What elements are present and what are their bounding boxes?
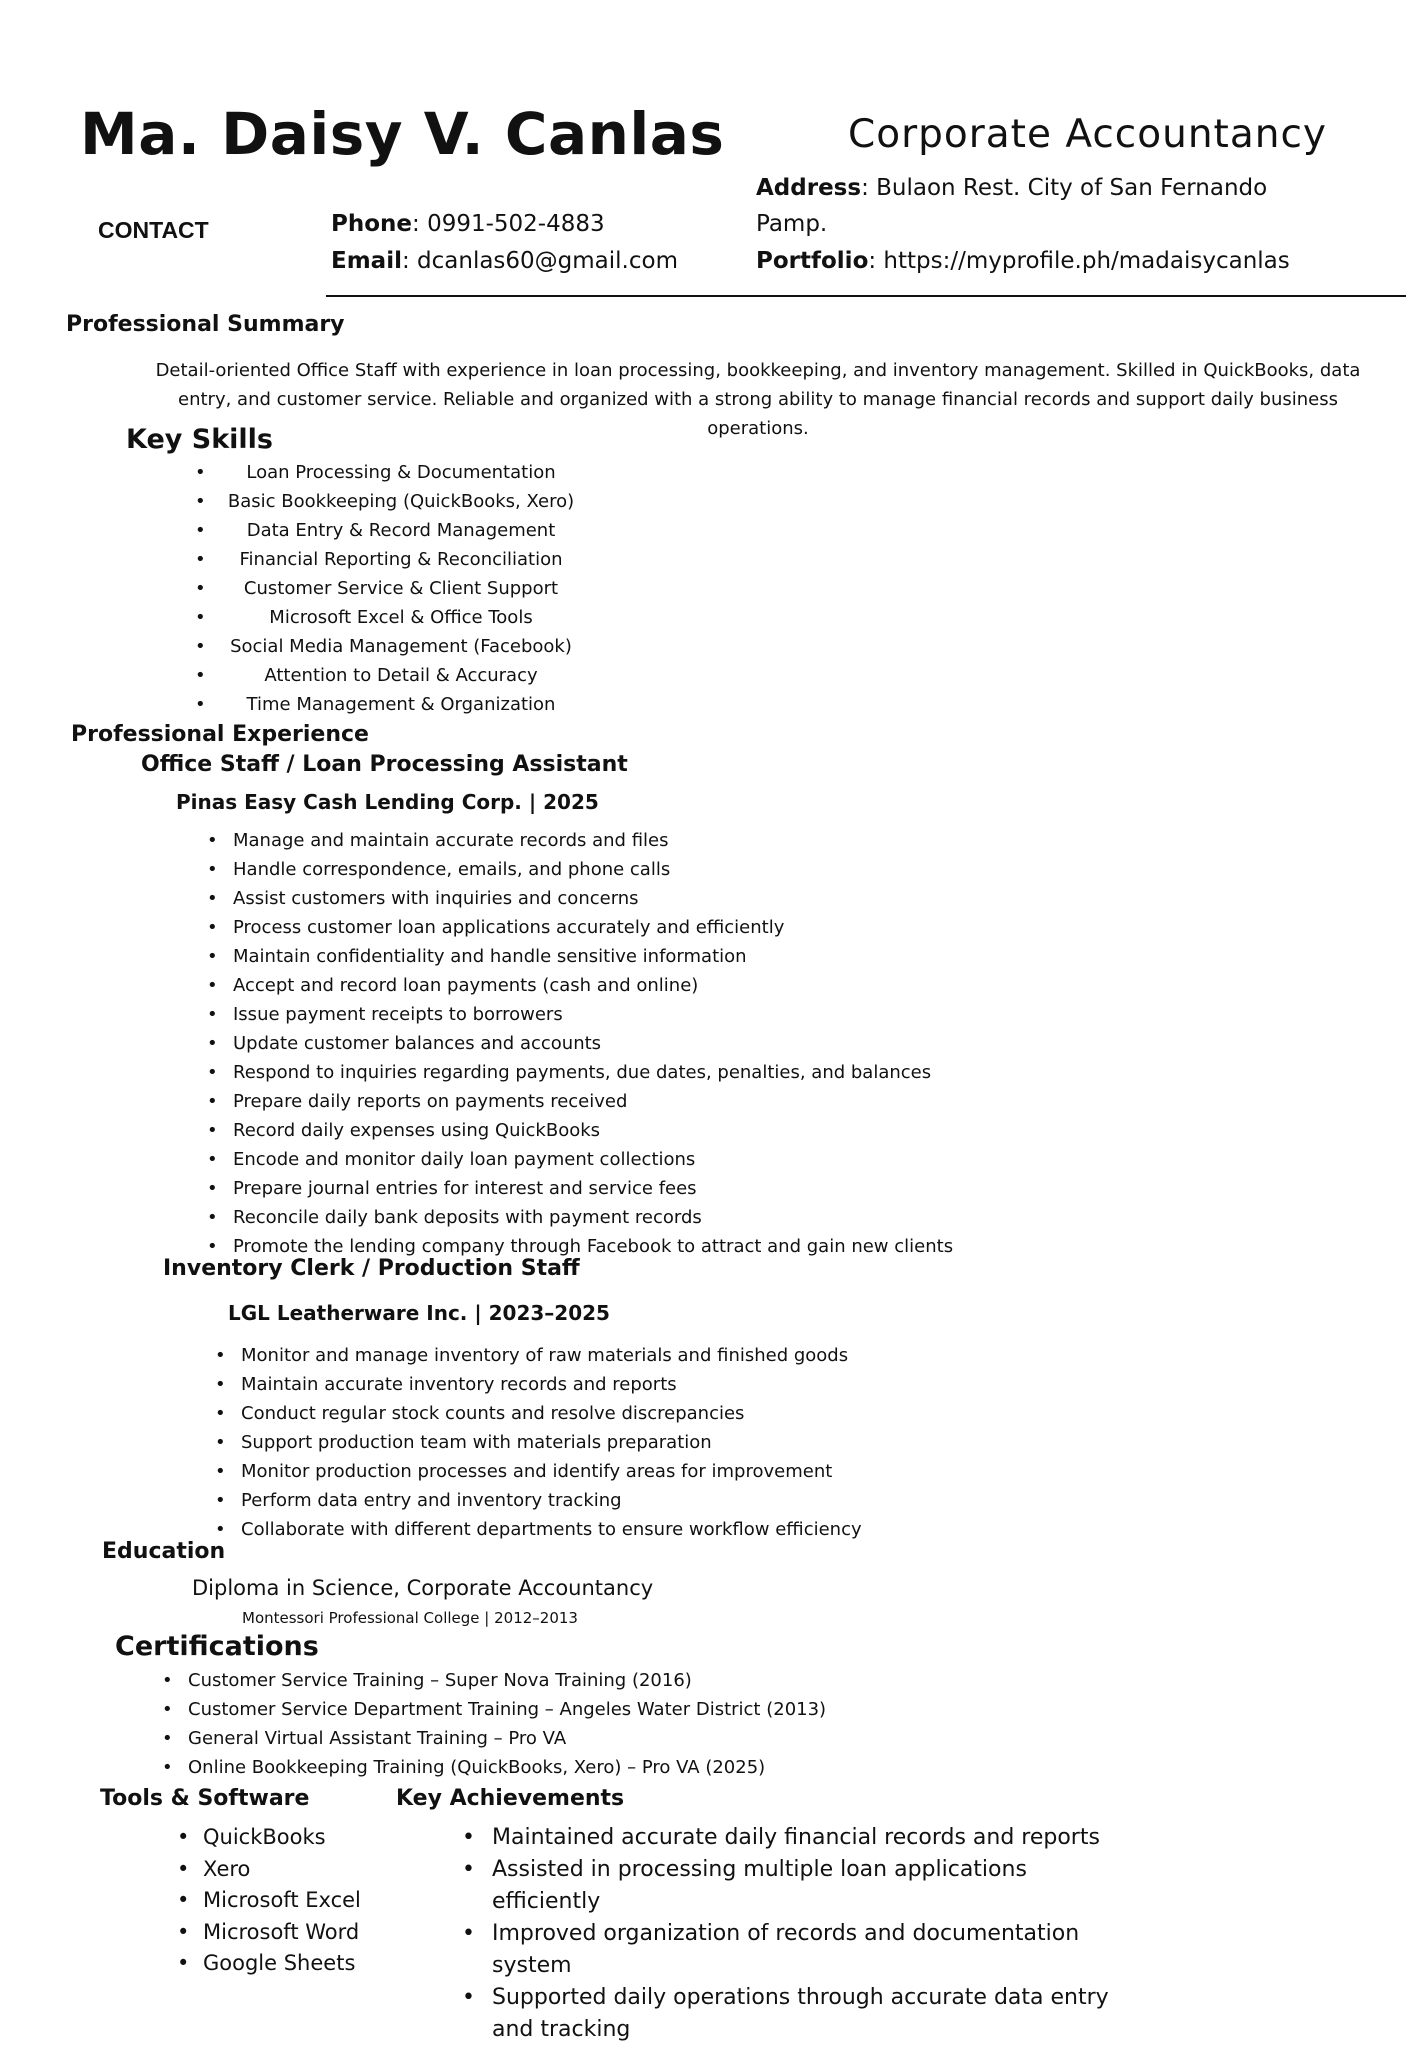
tools-list <box>203 1822 361 1980</box>
tool-item: • Google Sheets <box>203 1948 361 1980</box>
skill-item: • Loan Processing & Documentation <box>221 458 581 487</box>
contact-label: CONTACT <box>98 217 209 243</box>
job2-title: Inventory Clerk / Production Staff <box>163 1256 580 1281</box>
summary-heading: Professional Summary <box>66 312 345 337</box>
email-value: : dcanlas60@gmail.com <box>401 248 678 274</box>
achievement-item: • Supported daily operations through accurate data entry and tracking <box>492 1982 1132 2046</box>
tool-item: • Microsoft Word <box>203 1917 361 1949</box>
duty-item: • Encode and monitor daily loan payment collections <box>233 1145 953 1174</box>
skill-item: • Basic Bookkeeping (QuickBooks, Xero) <box>221 487 581 516</box>
certification-item: • Customer Service Training – Super Nova Training (2016) <box>188 1666 826 1695</box>
achievement-item: • Maintained accurate daily financial records and reports <box>492 1822 1132 1854</box>
duty-item: • Process customer loan applications accurately and efficiently <box>233 913 953 942</box>
duty-item: • Accept and record loan payments (cash and online) <box>233 971 953 1000</box>
tool-item: • Microsoft Excel <box>203 1885 361 1917</box>
duty-item: • Perform data entry and inventory tracking <box>241 1486 862 1515</box>
achievement-item: • Improved organization of records and documentation system <box>492 1918 1132 1982</box>
resume-subtitle: Corporate Accountancy <box>848 112 1327 157</box>
duty-item: • Promote the lending company through Facebook to attract and gain new clients <box>233 1232 953 1261</box>
address-line-2: Pamp. <box>756 211 828 237</box>
address-line <box>756 170 1267 206</box>
duty-item: • Maintain accurate inventory records and reports <box>241 1370 862 1399</box>
email-label: Email <box>331 248 402 274</box>
address-value: : Bulaon Rest. City of San Fernando <box>861 175 1268 201</box>
certifications-list <box>188 1666 826 1782</box>
duty-item: • Collaborate with different departments to ensure workflow efficiency <box>241 1515 862 1544</box>
certification-item: • General Virtual Assistant Training – Pro VA <box>188 1724 826 1753</box>
education-school: Montessori Professional College | 2012–2013 <box>242 1609 578 1627</box>
portfolio-label: Portfolio <box>756 248 869 274</box>
certifications-heading: Certifications <box>115 1631 319 1662</box>
summary-text: Detail-oriented Office Staff with experience in loan processing, bookkeeping, and inventory management. Skilled in QuickBooks, data entry, and customer service. Reliable and organized with a strong ability to manage financial records and support daily business operations. <box>155 360 1361 439</box>
phone-label: Phone <box>331 211 413 237</box>
job2-company: LGL Leatherware Inc. | 2023–2025 <box>228 1301 610 1325</box>
experience-heading: Professional Experience <box>71 722 369 747</box>
duty-item: • Handle correspondence, emails, and phone calls <box>233 855 953 884</box>
skills-list <box>221 458 581 719</box>
duty-item: • Support production team with materials preparation <box>241 1428 862 1457</box>
education-heading: Education <box>102 1539 226 1564</box>
skill-item: • Attention to Detail & Accuracy <box>221 661 581 690</box>
job1-company: Pinas Easy Cash Lending Corp. | 2025 <box>176 790 599 814</box>
tools-heading: Tools & Software <box>100 1786 310 1811</box>
contact-divider <box>326 295 1406 297</box>
duty-item: • Monitor and manage inventory of raw materials and finished goods <box>241 1341 862 1370</box>
portfolio-line <box>756 243 1290 279</box>
tool-item: • Xero <box>203 1854 361 1886</box>
duty-item: • Maintain confidentiality and handle sensitive information <box>233 942 953 971</box>
duty-item: • Conduct regular stock counts and resolve discrepancies <box>241 1399 862 1428</box>
portfolio-link[interactable]: : https://myprofile.ph/madaisycanlas <box>868 248 1290 274</box>
skill-item: • Data Entry & Record Management <box>221 516 581 545</box>
certification-item: • Customer Service Department Training – Angeles Water District (2013) <box>188 1695 826 1724</box>
duty-item: • Respond to inquiries regarding payments, due dates, penalties, and balances <box>233 1058 953 1087</box>
email-line <box>331 243 678 279</box>
skill-item: • Social Media Management (Facebook) <box>221 632 581 661</box>
skills-heading: Key Skills <box>126 424 273 455</box>
tool-item: • QuickBooks <box>203 1822 361 1854</box>
skill-item: • Microsoft Excel & Office Tools <box>221 603 581 632</box>
duty-item: • Record daily expenses using QuickBooks <box>233 1116 953 1145</box>
resume-name: Ma. Daisy V. Canlas <box>80 100 725 168</box>
job1-duties <box>233 826 953 1261</box>
skill-item: • Financial Reporting & Reconciliation <box>221 545 581 574</box>
job1-title: Office Staff / Loan Processing Assistant <box>141 752 628 777</box>
phone-line <box>331 206 605 242</box>
duty-item: • Prepare daily reports on payments received <box>233 1087 953 1116</box>
skill-item: • Time Management & Organization <box>221 690 581 719</box>
phone-value: : 0991-502-4883 <box>412 211 605 237</box>
job2-duties <box>241 1341 862 1544</box>
duty-item: • Reconcile daily bank deposits with payment records <box>233 1203 953 1232</box>
duty-item: • Monitor production processes and identify areas for improvement <box>241 1457 862 1486</box>
duty-item: • Prepare journal entries for interest and service fees <box>233 1174 953 1203</box>
achievement-item: • Assisted in processing multiple loan applications efficiently <box>492 1854 1132 1918</box>
education-degree: Diploma in Science, Corporate Accountancy <box>192 1576 654 1600</box>
achievements-heading: Key Achievements <box>396 1786 625 1811</box>
certification-item: • Online Bookkeeping Training (QuickBooks, Xero) – Pro VA (2025) <box>188 1753 826 1782</box>
duty-item: • Assist customers with inquiries and concerns <box>233 884 953 913</box>
duty-item: • Issue payment receipts to borrowers <box>233 1000 953 1029</box>
duty-item: • Update customer balances and accounts <box>233 1029 953 1058</box>
address-label: Address <box>756 175 862 201</box>
achievements-list <box>492 1822 1132 2046</box>
duty-item: • Manage and maintain accurate records and files <box>233 826 953 855</box>
skill-item: • Customer Service & Client Support <box>221 574 581 603</box>
